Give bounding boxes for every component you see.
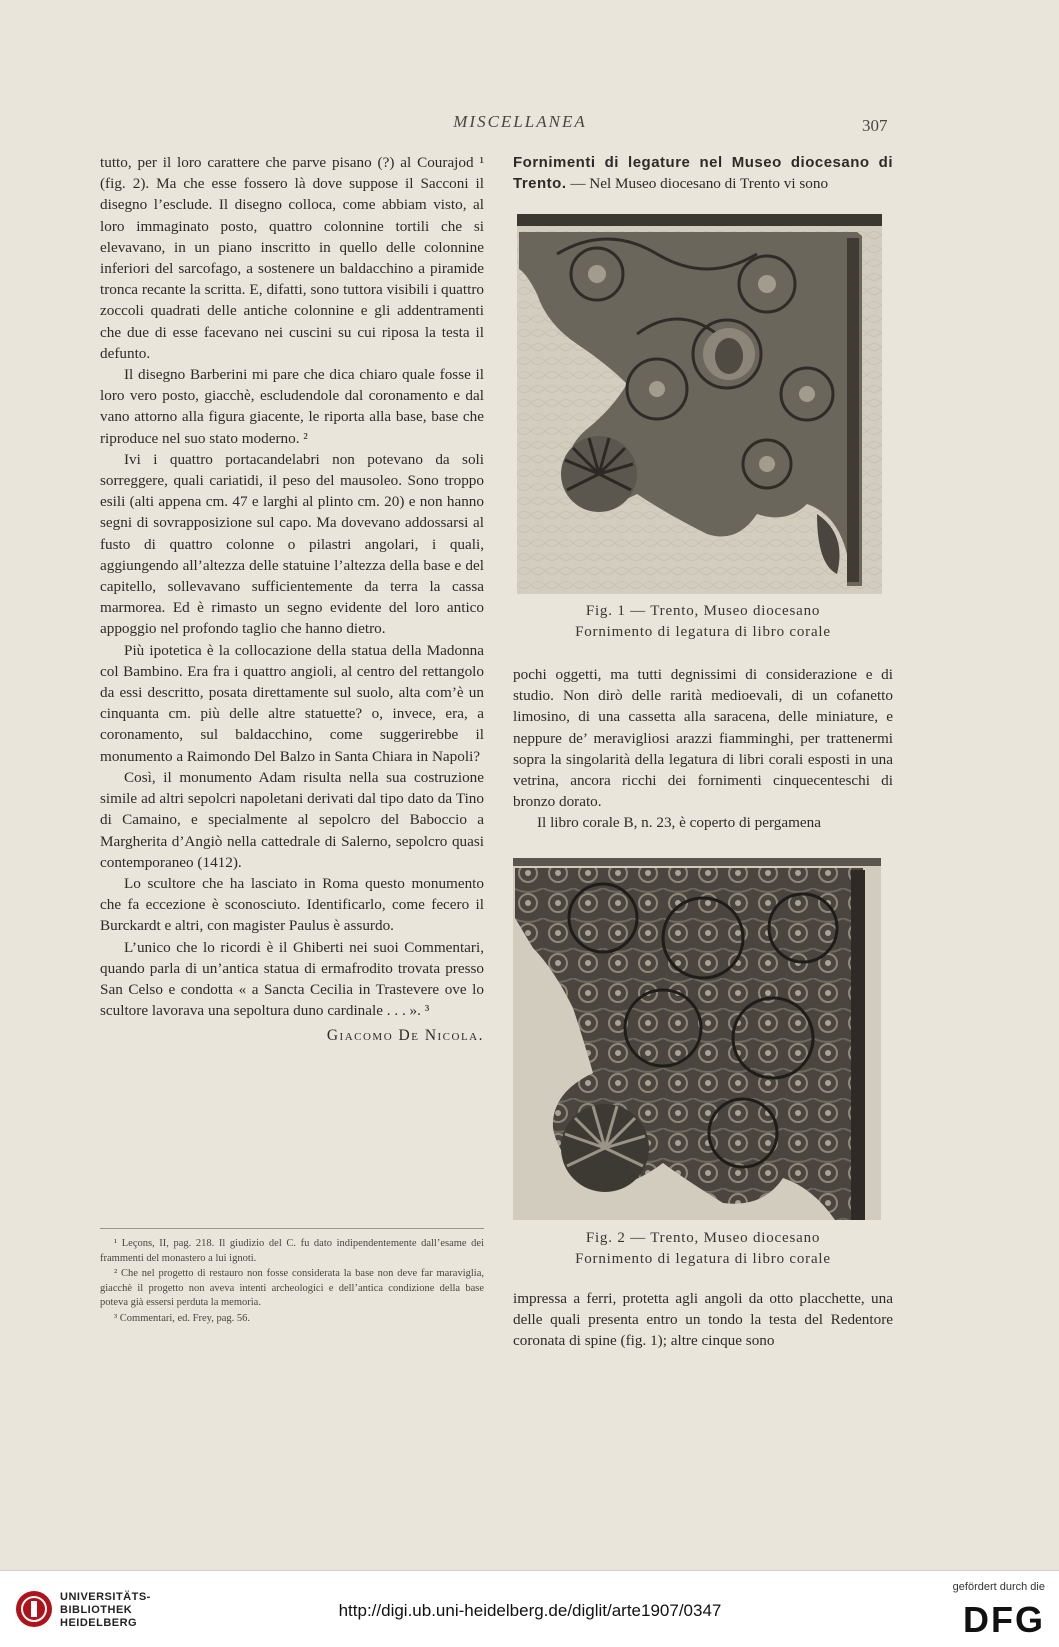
figure-1-image (517, 214, 882, 594)
left-paragraph: Lo scultore che ha lasciato in Roma questo monumento che fa eccezione è sconosciuto. Identificarlo, come fecero il Burckardt e altri, con magister Paulus è assurdo. (100, 874, 484, 935)
page-number: 307 (862, 116, 888, 135)
right-column-end (513, 1288, 893, 1352)
section-intro (513, 152, 893, 194)
figure-1-caption-line2: Fornimento di legatura di libro corale (575, 624, 831, 640)
footnote: ² Che nel progetto di restauro non fosse considerata la base non deve far maraviglia, giacchè il progetto non aveva intenti archeologici e dell’antica condizione della base poteva già essersi perduta la memoria. (100, 1268, 484, 1308)
figure-2-image (513, 858, 881, 1220)
figure-1-caption (513, 601, 893, 643)
dfg-logo: DFG (963, 1599, 1045, 1640)
left-column (100, 152, 484, 1047)
left-paragraph: Il disegno Barberini mi pare che dica chiaro quale fosse il loro vero posto, giacchè, escludendole dal coronamento e dal vano attorno alla figura giacente, le riporta alla base, base che riproduce nel suo stato moderno. ² (100, 366, 484, 447)
library-name-line: HEIDELBERG (60, 1617, 138, 1629)
right-paragraph: Il libro corale B, n. 23, è coperto di pergamena (537, 814, 821, 832)
figure-2-photo (513, 858, 881, 1220)
library-name (60, 1591, 151, 1630)
right-column-intro (513, 152, 893, 194)
library-name-line: UNIVERSITÄTS- (60, 1591, 151, 1603)
viewer-footer (0, 1570, 1059, 1647)
funded-by-label: gefördert durch die (952, 1581, 1045, 1593)
footnotes (100, 1228, 484, 1327)
library-name-line: BIBLIOTHEK (60, 1604, 133, 1616)
figure-2-caption-line1: Fig. 2 — Trento, Museo diocesano (585, 1230, 821, 1246)
section-title: Fornimenti di legature nel Museo diocesano di Trento. (513, 154, 893, 193)
section-intro-text: — Nel Museo diocesano di Trento vi sono (570, 175, 829, 193)
footnote: ³ Commentari, ed. Frey, pag. 56. (114, 1312, 251, 1324)
left-paragraph: Ivi i quattro portacandelabri non potevano da soli sorreggere, quali cariatidi, il peso del mausoleo. Sono troppo esili (alti appena cm. 47 e larghi al plinto cm. 20) e non hanno segni di sovrapposizione sul capo. Ma dovevano addossarsi al fusto di quattro colonne o pilastri angolari, i quali, aggiungendo all’altezza delle statuine l’altezza della base e del capitello, sollevavano sufficientemente da terra la cassa marmorea. Ed è rimasto un segno evidente del loro antico appoggio nel profondo taglio che hanno dietro. (100, 450, 484, 638)
left-paragraph: tutto, per il loro carattere che parve pisano (?) al Courajod ¹ (fig. 2). Ma che esse fossero là dove suppose il Sacconi il disegno l’esclude. Il disegno colloca, come abbiam visto, al loro immaginato posto, quattro colonnine tortili che si elevavano, in un piano inscritto in quello delle colonnine inferiori del sarcofago, a sostenere un baldacchino a piramide tronca recante la scritta. E, difatti, sono tuttora visibili i quattro zoccoli quadrati delle antiche colonnine e gli addentramenti che due di esse facevano nei cuscini su cui riposa la testa il defunto. (100, 154, 484, 362)
running-head: MISCELLANEA (453, 112, 587, 131)
left-paragraph: Più ipotetica è la collocazione della statua della Madonna col Bambino. Era fra i quattro angioli, al centro del rettangolo da essi descritto, posata direttamente sul suolo, alta com’è un cinquanta cm. più delle altre statuette? o, invece, era, a coronamento, sul baldacchino, come suggerirebbe il monumento a Raimondo Del Balzo in Santa Chiara in Napoli? (100, 641, 484, 765)
author-signature: Giacomo De Nicola. (326, 1027, 484, 1045)
right-paragraph: pochi oggetti, ma tutti degnissimi di considerazione e di studio. Non dirò delle rarità medioevali, di un cofanetto limosino, di una cassetta alla saracena, delle miniature, e neppure de’ meravigliosi arazzi fiamminghi, per trattenermi sopra la singolarità della legatura di libri corali esposti in una vetrina, ancora ricchi dei fornimenti cinquecenteschi di bronzo dorato. (513, 666, 893, 811)
permalink-url[interactable]: http://digi.ub.uni-heidelberg.de/diglit/arte1907/0347 (338, 1601, 722, 1620)
right-column-middle (513, 664, 893, 834)
figure-2-caption-line2: Fornimento di legatura di libro corale (575, 1251, 831, 1267)
right-paragraph: impressa a ferri, protetta agli angoli da otto placchette, una delle quali presenta entro un tondo la testa del Redentore coronata di spine (fig. 1); altre cinque sono (513, 1290, 893, 1350)
left-paragraph: L’unico che lo ricordi è il Ghiberti nei suoi Commentari, quando parla di un’antica statua di ermafrodito trovata presso San Celso e condotta « a Sancta Cecilia in Trastevere ove lo scultore lavorava una sepoltura duno cardinale . . . ». ³ (100, 938, 484, 1020)
figure-1-photo (517, 214, 882, 594)
university-seal-icon (14, 1589, 54, 1629)
figure-1-caption-line1: Fig. 1 — Trento, Museo diocesano (585, 603, 821, 619)
left-paragraph: Così, il monumento Adam risulta nella sua costruzione simile ad altri sepolcri napoletani derivati dal tipo dato da Tino di Camaino, e specialmente al sepolcro del Baboccio a Margherita d’Angiò nella cattedrale di Salerno, sepolcro quasi contemporaneo (1412). (100, 768, 484, 871)
figure-2-caption (513, 1228, 893, 1270)
footnote: ¹ Leçons, II, pag. 218. Il giudizio del C. fu dato indipendentemente dall’esame dei frammenti del monastero a lui ignoti. (100, 1238, 484, 1264)
